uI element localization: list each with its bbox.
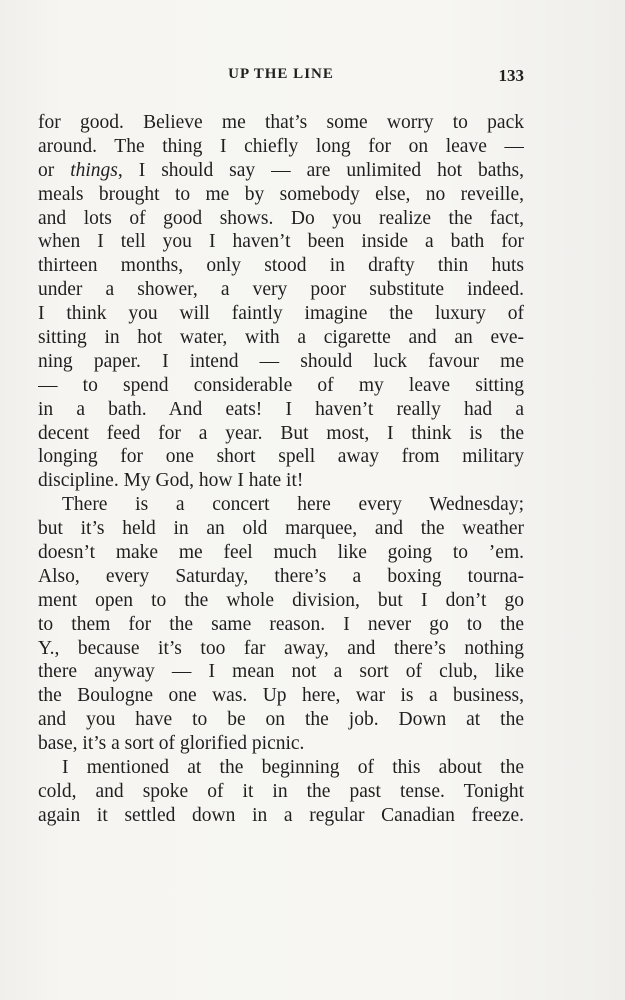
text-line: decent feed for a year. But most, I think is the [38, 422, 524, 444]
text-line: there anyway — I mean not a sort of club, like [38, 661, 524, 683]
text-line: base, it’s a sort of glorified picnic. [38, 733, 305, 755]
text-line: I mentioned at the beginning of this about the [62, 757, 524, 779]
text-line: and lots of good shows. Do you realize the fact, [38, 207, 524, 229]
page-title: UP THE LINE [228, 66, 334, 82]
text-line: longing for one short spell away from military [38, 446, 524, 468]
text-line: for good. Believe me that’s some worry to pack [38, 112, 524, 133]
text-line: discipline. My God, how I hate it! [38, 470, 304, 492]
text-line: ning paper. I intend — should luck favour me [38, 350, 524, 372]
text-line [38, 159, 524, 183]
text-line: and you have to be on the job. Down at the [38, 709, 524, 731]
text-line: to them for the same reason. I never go to the [38, 613, 524, 635]
text-line: cold, and spoke of it in the past tense. Tonight [38, 780, 524, 802]
text-line: again it settled down in a regular Canadian freeze. [38, 804, 524, 826]
text-line: Y., because it’s too far away, and there’s nothing [38, 637, 524, 659]
text-line: doesn’t make me feel much like going to ’em. [38, 542, 524, 564]
text-line: in a bath. And eats! I haven’t really had a [38, 398, 524, 420]
text-line: the Boulogne one was. Up here, war is a business, [38, 685, 524, 707]
text-line: around. The thing I chiefly long for on leave — [38, 135, 524, 157]
text-line: I think you will faintly imagine the luxury of [38, 303, 524, 325]
text-segment: , I should say — are unlimited hot baths, [117, 159, 524, 181]
text-line: sitting in hot water, with a cigarette and an eve- [38, 327, 524, 349]
text-line: when I tell you I haven’t been inside a bath for [38, 231, 524, 253]
text-line: thirteen months, only stood in drafty thin huts [38, 255, 524, 277]
text-line: meals brought to me by somebody else, no reveille, [38, 183, 524, 205]
text-line: Also, every Saturday, there’s a boxing tourna- [38, 565, 524, 587]
text-line: — to spend considerable of my leave sitting [38, 374, 524, 396]
italic-word: things [70, 159, 118, 181]
page-number: 133 [498, 66, 524, 85]
text-line: but it’s held in an old marquee, and the weather [38, 518, 524, 540]
text-line: ment open to the whole division, but I don’t go [38, 589, 524, 611]
text-segment: or [38, 159, 71, 181]
text-line: under a shower, a very poor substitute indeed. [38, 279, 524, 301]
text-line: There is a concert here every Wednesday; [62, 494, 524, 516]
page-body [38, 111, 524, 828]
running-head [38, 66, 524, 90]
